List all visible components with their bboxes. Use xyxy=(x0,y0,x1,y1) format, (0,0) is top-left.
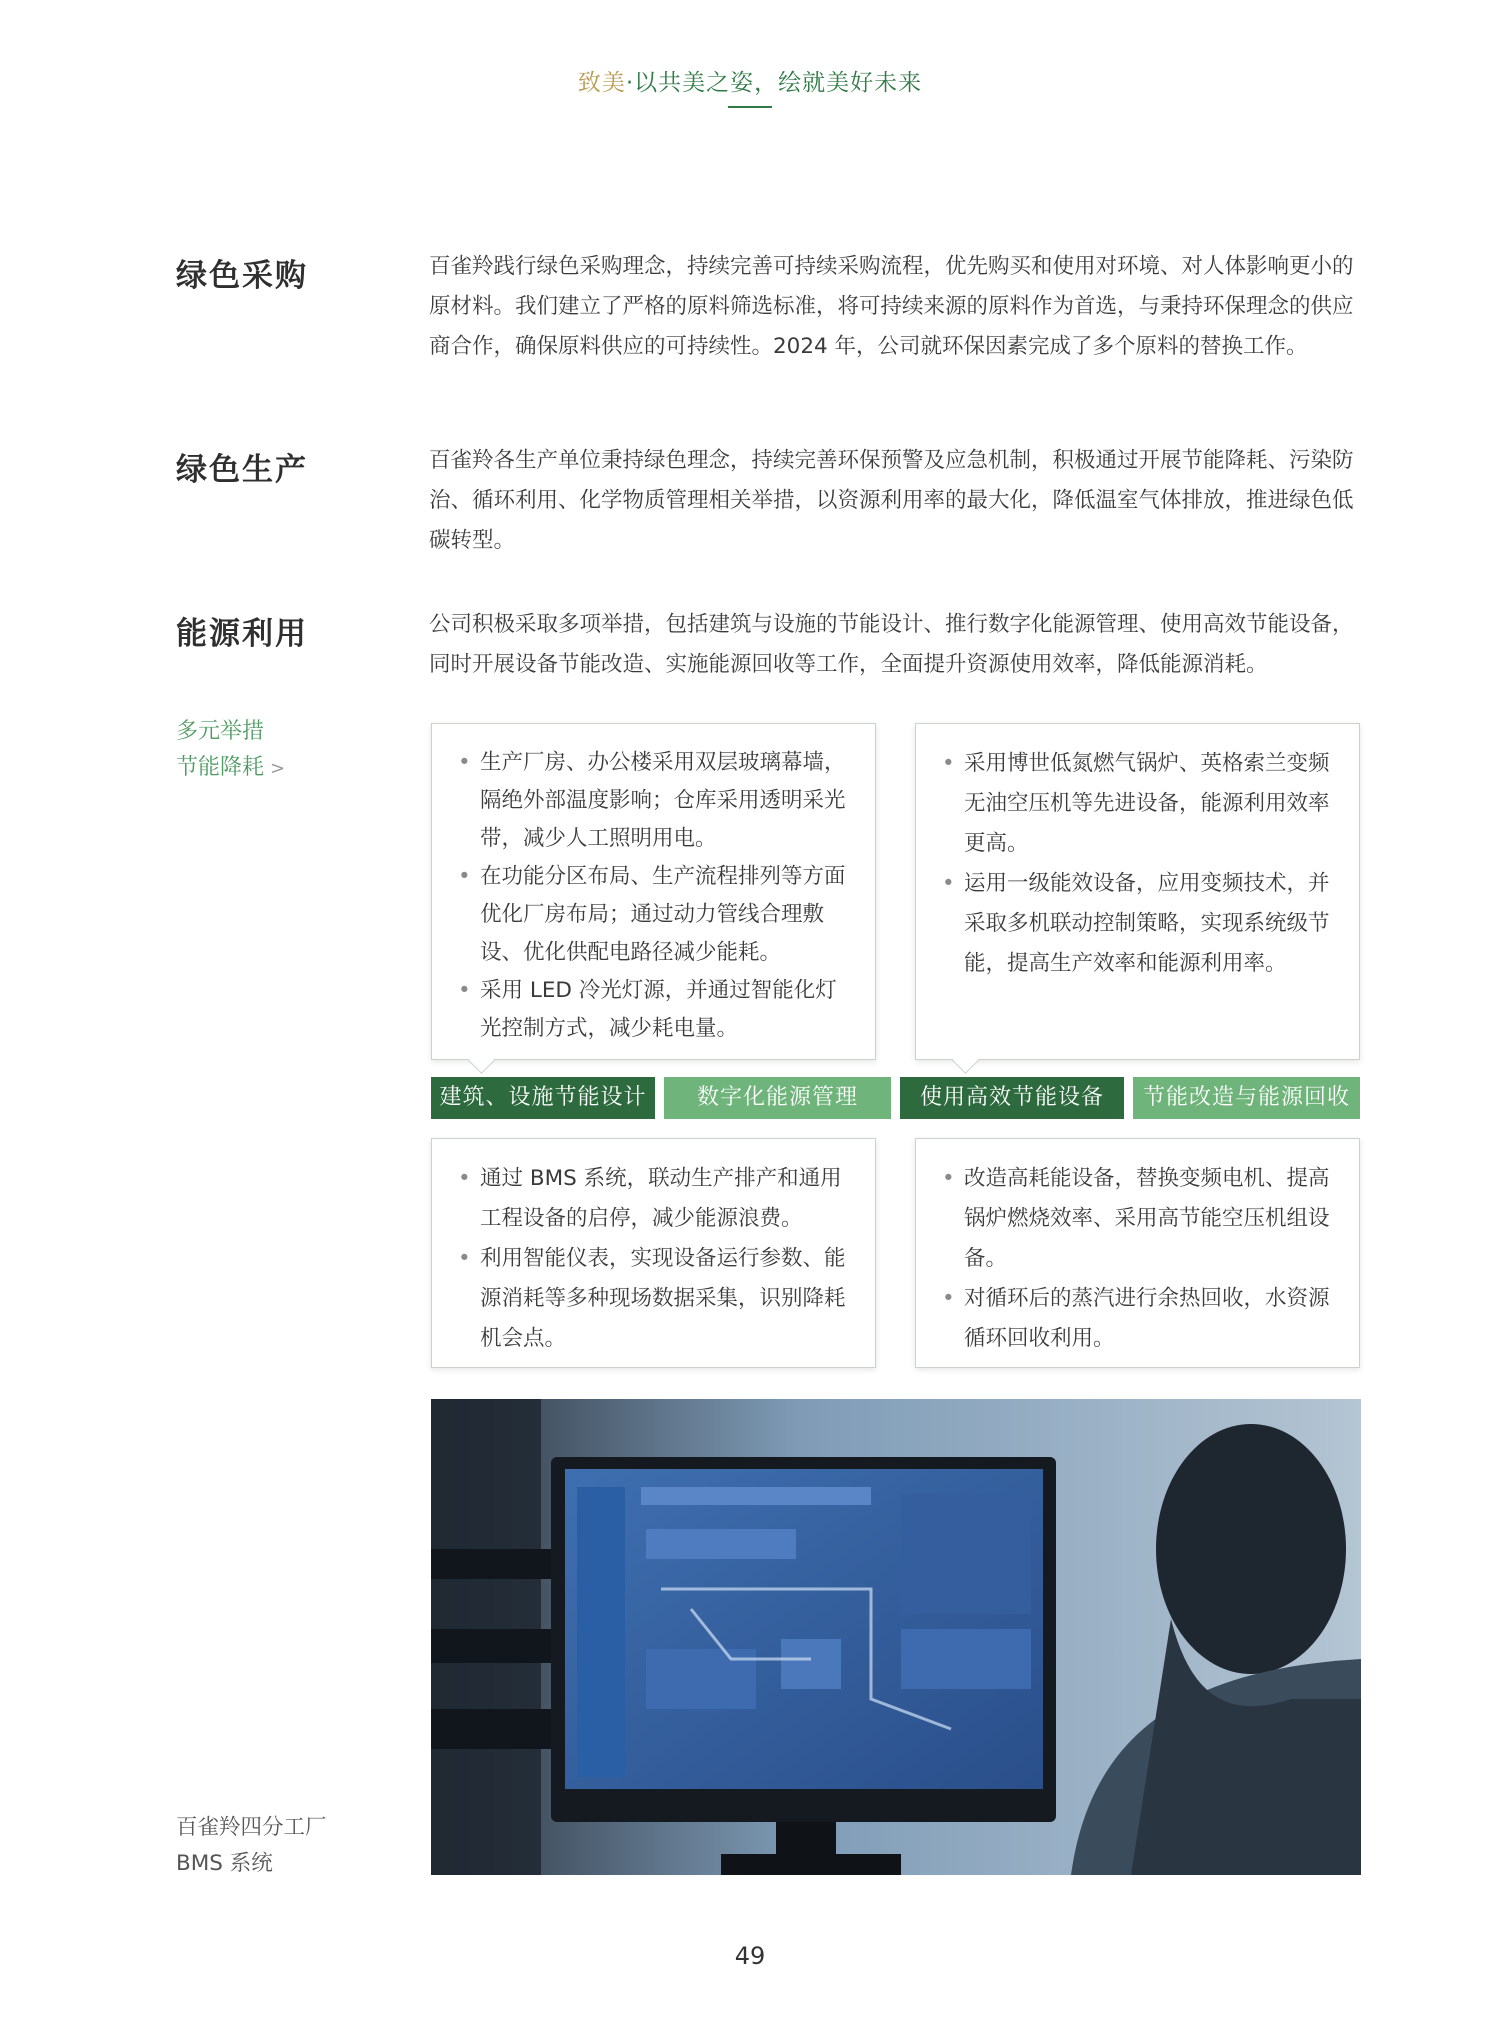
side-label xyxy=(176,714,285,787)
section-text-green-procurement: 百雀羚践行绿色采购理念，持续完善可持续采购流程，优先购买和使用对环境、对人体影响更小的原材料。我们建立了严格的原料筛选标准，将可持续来源的原料作为首选，与秉持环保理念的供应商合作，确保原料供应的可持续性。2024 年，公司就环保因素完成了多个原料的替换工作。 xyxy=(429,254,1354,359)
list-item: • 通过 BMS 系统，联动生产排产和通用工程设备的启停，减少能源浪费。 xyxy=(450,1159,857,1239)
box-digital-energy xyxy=(431,1138,876,1368)
list-item: • 生产厂房、办公楼采用双层玻璃幕墙，隔绝外部温度影响；仓库采用透明采光带，减少人工照明用电。 xyxy=(450,744,857,858)
list-item: • 改造高耗能设备，替换变频电机、提高锅炉燃烧效率、采用高节能空压机组设备。 xyxy=(934,1159,1341,1279)
list-item: • 采用 LED 冷光灯源，并通过智能化灯光控制方式，减少耗电量。 xyxy=(450,972,857,1048)
side-label-line2: 节能降耗 xyxy=(176,755,265,780)
list-item: • 对循环后的蒸汽进行余热回收，水资源循环回收利用。 xyxy=(934,1279,1341,1359)
bms-system-photo xyxy=(431,1399,1361,1875)
tab-digital-energy: 数字化能源管理 xyxy=(664,1077,891,1119)
tab-retrofit-recovery: 节能改造与能源回收 xyxy=(1133,1077,1360,1119)
side-label-line1: 多元举措 xyxy=(176,719,265,744)
page-number: 49 xyxy=(734,1942,766,1970)
photo-caption xyxy=(176,1810,327,1882)
tab-efficient-equipment: 使用高效节能设备 xyxy=(900,1077,1124,1119)
box-notch xyxy=(952,1047,979,1074)
section-title-energy-use: 能源利用 xyxy=(176,616,308,652)
section-text-energy-use: 公司积极采取多项举措，包括建筑与设施的节能设计、推行数字化能源管理、使用高效节能设备，同时开展设备节能改造、实施能源回收等工作，全面提升资源使用效率，降低能源消耗。 xyxy=(429,612,1354,677)
box-building-design xyxy=(431,723,876,1060)
caption-line2: BMS 系统 xyxy=(176,1851,273,1876)
box-retrofit-recovery xyxy=(915,1138,1360,1368)
tab-building-design: 建筑、设施节能设计 xyxy=(431,1077,655,1119)
list-item: • 运用一级能效设备，应用变频技术，并采取多机联动控制策略，实现系统级节能，提高生产效率和能源利用率。 xyxy=(934,864,1341,984)
page-header xyxy=(0,64,1500,97)
header-rule xyxy=(728,106,772,108)
list-item: • 在功能分区布局、生产流程排列等方面优化厂房布局；通过动力管线合理敷设、优化供配电路径减少能耗。 xyxy=(450,858,857,972)
header-title-gold: 致美 xyxy=(577,70,626,96)
list-item: • 采用博世低氮燃气锅炉、英格索兰变频无油空压机等先进设备，能源利用效率更高。 xyxy=(934,744,1341,864)
box-efficient-equipment xyxy=(915,723,1360,1060)
caption-line1: 百雀羚四分工厂 xyxy=(176,1815,327,1840)
box-notch xyxy=(468,1047,495,1074)
list-item: • 利用智能仪表，实现设备运行参数、能源消耗等多种现场数据采集，识别降耗机会点。 xyxy=(450,1239,857,1359)
section-title-green-procurement: 绿色采购 xyxy=(176,258,308,294)
chevron-right-icon: > xyxy=(270,758,286,779)
section-title-green-production: 绿色生产 xyxy=(176,452,308,488)
bms-photo-illustration xyxy=(431,1399,1361,1875)
header-title-green: ·以共美之姿，绘就美好未来 xyxy=(625,70,923,96)
section-text-green-production: 百雀羚各生产单位秉持绿色理念，持续完善环保预警及应急机制，积极通过开展节能降耗、污染防治、循环利用、化学物质管理相关举措，以资源利用率的最大化，降低温室气体排放，推进绿色低碳转型。 xyxy=(429,448,1354,553)
